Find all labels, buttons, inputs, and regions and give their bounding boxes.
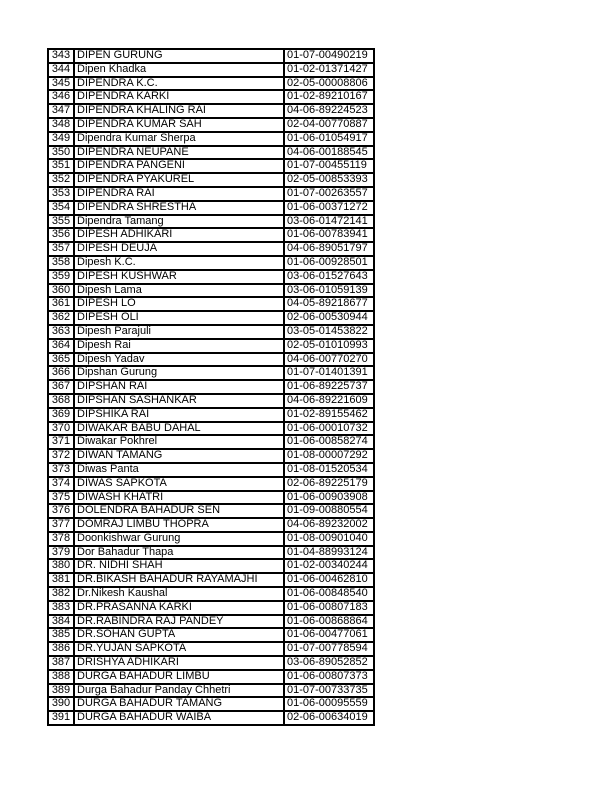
row-number-cell: 357 <box>48 242 74 256</box>
name-cell: Dipesh K.C. <box>74 256 284 270</box>
registration-number-cell: 01-06-00807183 <box>284 601 374 615</box>
registration-number-cell: 01-06-00858274 <box>284 435 374 449</box>
name-cell: DIPEN GURUNG <box>74 49 284 63</box>
name-cell: DR.SOHAN GUPTA <box>74 628 284 642</box>
row-number-cell: 361 <box>48 297 74 311</box>
name-cell: Dor Bahadur Thapa <box>74 546 284 560</box>
table-row <box>48 504 374 518</box>
registration-number-cell: 01-06-00868864 <box>284 615 374 629</box>
name-cell: DR.PRASANNA KARKI <box>74 601 284 615</box>
name-cell: DIPESH KUSHWAR <box>74 270 284 284</box>
name-cell: DR.RABINDRA RAJ PANDEY <box>74 615 284 629</box>
name-cell: DR.YUJAN SAPKOTA <box>74 642 284 656</box>
registration-number-cell: 01-02-00340244 <box>284 559 374 573</box>
name-cell: DIPESH LO <box>74 297 284 311</box>
table-row <box>48 532 374 546</box>
name-cell: Dipen Khadka <box>74 63 284 77</box>
table-row <box>48 491 374 505</box>
row-number-cell: 391 <box>48 711 74 725</box>
table-row <box>48 215 374 229</box>
table-row <box>48 353 374 367</box>
row-number-cell: 350 <box>48 146 74 160</box>
name-cell: Dr.Nikesh Kaushal <box>74 587 284 601</box>
name-cell: DIPENDRA PANGENI <box>74 159 284 173</box>
registration-number-cell: 01-06-00095559 <box>284 697 374 711</box>
table-row <box>48 284 374 298</box>
registration-number-cell: 01-07-00455119 <box>284 159 374 173</box>
row-number-cell: 363 <box>48 325 74 339</box>
row-number-cell: 379 <box>48 546 74 560</box>
table-row <box>48 408 374 422</box>
registration-number-cell: 01-06-01054917 <box>284 132 374 146</box>
name-cell: DIPENDRA KARKI <box>74 90 284 104</box>
registration-number-cell: 02-06-00530944 <box>284 311 374 325</box>
row-number-cell: 378 <box>48 532 74 546</box>
table-row <box>48 90 374 104</box>
registration-number-cell: 04-06-00188545 <box>284 146 374 160</box>
row-number-cell: 355 <box>48 215 74 229</box>
name-cell: DIPENDRA KUMAR SAH <box>74 118 284 132</box>
name-cell: DR. NIDHI SHAH <box>74 559 284 573</box>
registration-number-cell: 04-05-89218677 <box>284 297 374 311</box>
registration-number-cell: 03-06-01527643 <box>284 270 374 284</box>
row-number-cell: 362 <box>48 311 74 325</box>
registration-number-cell: 02-05-00853393 <box>284 173 374 187</box>
table-row <box>48 435 374 449</box>
registration-number-cell: 04-06-00770270 <box>284 353 374 367</box>
table-row <box>48 697 374 711</box>
table-row <box>48 628 374 642</box>
row-number-cell: 344 <box>48 63 74 77</box>
table-row <box>48 339 374 353</box>
registration-number-cell: 01-07-00490219 <box>284 49 374 63</box>
table-row <box>48 187 374 201</box>
row-number-cell: 360 <box>48 284 74 298</box>
name-cell: DIPENDRA NEUPANE <box>74 146 284 160</box>
row-number-cell: 352 <box>48 173 74 187</box>
row-number-cell: 345 <box>48 77 74 91</box>
row-number-cell: 346 <box>48 90 74 104</box>
table-row <box>48 463 374 477</box>
row-number-cell: 385 <box>48 628 74 642</box>
name-cell: Dipesh Parajuli <box>74 325 284 339</box>
row-number-cell: 356 <box>48 228 74 242</box>
row-number-cell: 373 <box>48 463 74 477</box>
row-number-cell: 364 <box>48 339 74 353</box>
row-number-cell: 376 <box>48 504 74 518</box>
roster-table-body <box>48 49 374 725</box>
table-row <box>48 325 374 339</box>
name-cell: Dipesh Rai <box>74 339 284 353</box>
name-cell: DIPSHAN SASHANKAR <box>74 394 284 408</box>
row-number-cell: 343 <box>48 49 74 63</box>
name-cell: DOLENDRA BAHADUR SEN <box>74 504 284 518</box>
table-row <box>48 201 374 215</box>
table-row <box>48 366 374 380</box>
registration-number-cell: 02-06-89225179 <box>284 477 374 491</box>
row-number-cell: 375 <box>48 491 74 505</box>
registration-number-cell: 01-06-00848540 <box>284 587 374 601</box>
row-number-cell: 383 <box>48 601 74 615</box>
row-number-cell: 384 <box>48 615 74 629</box>
registration-number-cell: 01-06-89225737 <box>284 380 374 394</box>
registration-number-cell: 03-06-89052852 <box>284 656 374 670</box>
row-number-cell: 366 <box>48 366 74 380</box>
name-cell: DIPENDRA RAI <box>74 187 284 201</box>
table-row <box>48 132 374 146</box>
table-row <box>48 518 374 532</box>
table-row <box>48 615 374 629</box>
row-number-cell: 374 <box>48 477 74 491</box>
table-row <box>48 546 374 560</box>
table-row <box>48 573 374 587</box>
table-row <box>48 422 374 436</box>
registration-number-cell: 02-04-00770887 <box>284 118 374 132</box>
table-row <box>48 587 374 601</box>
name-cell: DIPENDRA KHALING RAI <box>74 104 284 118</box>
table-row <box>48 49 374 63</box>
registration-number-cell: 01-07-00778594 <box>284 642 374 656</box>
name-cell: Dipendra Kumar Sherpa <box>74 132 284 146</box>
table-row <box>48 146 374 160</box>
name-cell: DURGA BAHADUR WAIBA <box>74 711 284 725</box>
registration-number-cell: 01-06-00807373 <box>284 670 374 684</box>
registration-number-cell: 01-08-01520534 <box>284 463 374 477</box>
registration-number-cell: 01-08-00901040 <box>284 532 374 546</box>
name-cell: DIWAS SAPKOTA <box>74 477 284 491</box>
row-number-cell: 348 <box>48 118 74 132</box>
table-row <box>48 477 374 491</box>
row-number-cell: 389 <box>48 684 74 698</box>
registration-number-cell: 03-05-01453822 <box>284 325 374 339</box>
table-row <box>48 670 374 684</box>
table-row <box>48 311 374 325</box>
table-row <box>48 173 374 187</box>
row-number-cell: 388 <box>48 670 74 684</box>
row-number-cell: 367 <box>48 380 74 394</box>
table-row <box>48 394 374 408</box>
table-row <box>48 228 374 242</box>
registration-number-cell: 04-06-89224523 <box>284 104 374 118</box>
name-cell: Diwakar Pokhrel <box>74 435 284 449</box>
name-cell: Diwas Panta <box>74 463 284 477</box>
row-number-cell: 387 <box>48 656 74 670</box>
row-number-cell: 372 <box>48 449 74 463</box>
registration-number-cell: 01-06-00783941 <box>284 228 374 242</box>
name-cell: Dipesh Yadav <box>74 353 284 367</box>
row-number-cell: 390 <box>48 697 74 711</box>
name-cell: DIPSHIKA RAI <box>74 408 284 422</box>
name-cell: Dipendra Tamang <box>74 215 284 229</box>
table-row <box>48 449 374 463</box>
registration-number-cell: 01-07-00733735 <box>284 684 374 698</box>
row-number-cell: 365 <box>48 353 74 367</box>
row-number-cell: 368 <box>48 394 74 408</box>
name-cell: Durga Bahadur Panday Chhetri <box>74 684 284 698</box>
registration-number-cell: 03-06-01059139 <box>284 284 374 298</box>
row-number-cell: 380 <box>48 559 74 573</box>
registration-number-cell: 01-02-01371427 <box>284 63 374 77</box>
name-cell: DIPENDRA PYAKUREL <box>74 173 284 187</box>
table-row <box>48 159 374 173</box>
name-cell: DIPESH OLI <box>74 311 284 325</box>
table-row <box>48 118 374 132</box>
row-number-cell: 382 <box>48 587 74 601</box>
table-row <box>48 77 374 91</box>
registration-number-cell: 01-04-88993124 <box>284 546 374 560</box>
row-number-cell: 386 <box>48 642 74 656</box>
registration-number-cell: 01-07-01401391 <box>284 366 374 380</box>
name-cell: Doonkishwar Gurung <box>74 532 284 546</box>
registration-number-cell: 04-06-89051797 <box>284 242 374 256</box>
row-number-cell: 359 <box>48 270 74 284</box>
registration-number-cell: 03-06-01472141 <box>284 215 374 229</box>
table-row <box>48 63 374 77</box>
registration-number-cell: 02-06-00634019 <box>284 711 374 725</box>
row-number-cell: 349 <box>48 132 74 146</box>
row-number-cell: 354 <box>48 201 74 215</box>
registration-number-cell: 01-07-00263557 <box>284 187 374 201</box>
row-number-cell: 371 <box>48 435 74 449</box>
table-row <box>48 684 374 698</box>
table-row <box>48 642 374 656</box>
table-row <box>48 297 374 311</box>
registration-number-cell: 01-06-00010732 <box>284 422 374 436</box>
row-number-cell: 377 <box>48 518 74 532</box>
name-cell: DIPSHAN RAI <box>74 380 284 394</box>
name-cell: DURGA BAHADUR LIMBU <box>74 670 284 684</box>
table-row <box>48 104 374 118</box>
name-cell: Dipesh Lama <box>74 284 284 298</box>
registration-number-cell: 02-05-01010993 <box>284 339 374 353</box>
registration-number-cell: 01-02-89210167 <box>284 90 374 104</box>
table-row <box>48 256 374 270</box>
name-cell: DOMRAJ LIMBU THOPRA <box>74 518 284 532</box>
registration-number-cell: 02-05-00008806 <box>284 77 374 91</box>
table-row <box>48 656 374 670</box>
registration-number-cell: 01-06-00462810 <box>284 573 374 587</box>
name-cell: DIPENDRA K.C. <box>74 77 284 91</box>
row-number-cell: 369 <box>48 408 74 422</box>
row-number-cell: 347 <box>48 104 74 118</box>
name-cell: DIWAN TAMANG <box>74 449 284 463</box>
name-cell: DIPENDRA SHRESTHA <box>74 201 284 215</box>
registration-number-cell: 04-06-89221609 <box>284 394 374 408</box>
name-cell: DR.BIKASH BAHADUR RAYAMAJHI <box>74 573 284 587</box>
table-row <box>48 270 374 284</box>
row-number-cell: 353 <box>48 187 74 201</box>
table-row <box>48 380 374 394</box>
registration-number-cell: 04-06-89232002 <box>284 518 374 532</box>
name-cell: DIWAKAR BABU DAHAL <box>74 422 284 436</box>
table-row <box>48 242 374 256</box>
name-cell: DURGA BAHADUR TAMANG <box>74 697 284 711</box>
row-number-cell: 358 <box>48 256 74 270</box>
registration-number-cell: 01-08-00007292 <box>284 449 374 463</box>
registration-number-cell: 01-06-00477061 <box>284 628 374 642</box>
name-cell: DIPESH ADHIKARI <box>74 228 284 242</box>
row-number-cell: 370 <box>48 422 74 436</box>
row-number-cell: 351 <box>48 159 74 173</box>
table-row <box>48 711 374 725</box>
name-cell: DIWASH KHATRI <box>74 491 284 505</box>
table-row <box>48 559 374 573</box>
registration-number-cell: 01-06-00903908 <box>284 491 374 505</box>
registration-number-cell: 01-02-89155462 <box>284 408 374 422</box>
name-cell: Dipshan Gurung <box>74 366 284 380</box>
registration-number-cell: 01-06-00928501 <box>284 256 374 270</box>
name-cell: DRISHYA ADHIKARI <box>74 656 284 670</box>
table-row <box>48 601 374 615</box>
registration-number-cell: 01-06-00371272 <box>284 201 374 215</box>
roster-table <box>47 48 375 726</box>
registration-number-cell: 01-09-00880554 <box>284 504 374 518</box>
name-cell: DIPESH DEUJA <box>74 242 284 256</box>
row-number-cell: 381 <box>48 573 74 587</box>
